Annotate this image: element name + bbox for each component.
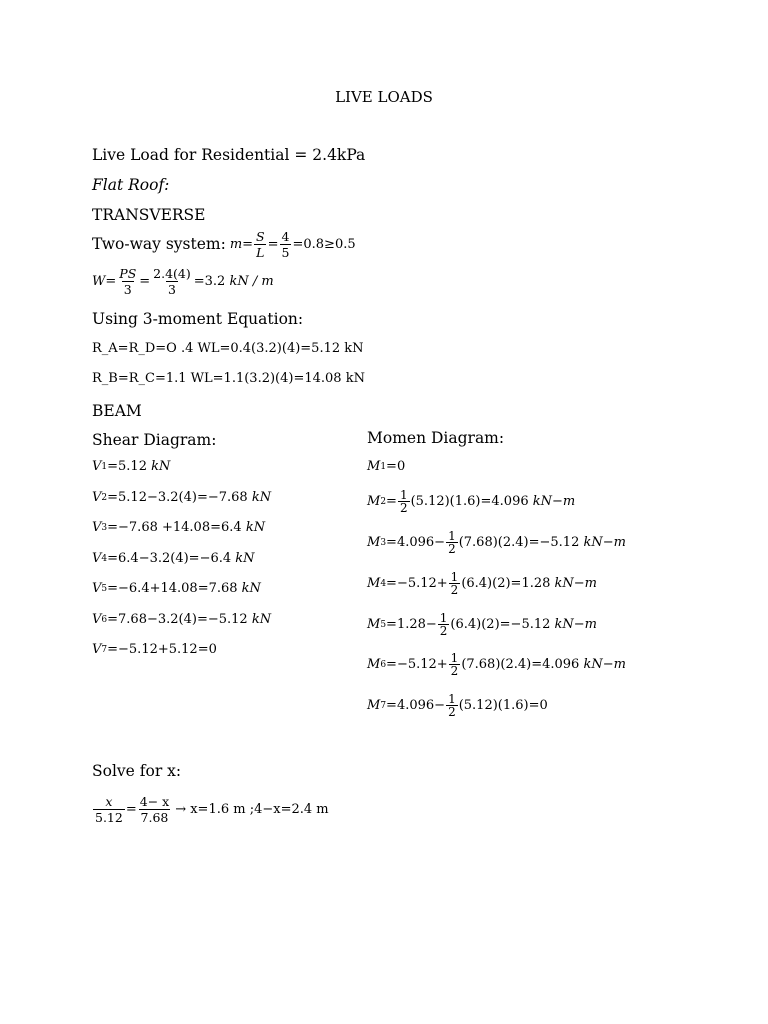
shear-row: [92, 490, 271, 505]
solve-equation: $\frac{x}{5.12}$ = $\frac{4- x}{7.68}$ → x=1.6 m ;4−x=2.4 m: [95, 793, 329, 825]
moment-prefix: =0: [386, 459, 406, 474]
shear-expression: =−6.4+14.08=7.68: [107, 581, 238, 596]
moment-index: 6: [380, 659, 387, 670]
s-over-l-fraction: [254, 229, 267, 260]
shear-symbol: V: [92, 612, 102, 627]
fraction-numerator: 1: [448, 529, 456, 543]
fraction-numerator: S: [256, 228, 265, 244]
rb-equation: [92, 371, 365, 386]
half-fraction: [398, 489, 410, 514]
fraction-numerator: 4: [281, 228, 290, 244]
fraction-numerator: x: [105, 793, 113, 809]
ps-over-3-fraction: [117, 266, 138, 297]
flat-roof-label: Flat Roof:: [92, 176, 170, 194]
ra-equation: [92, 341, 364, 356]
shear-index: 7: [101, 644, 108, 655]
moment-diagram-heading: Momen Diagram:: [367, 429, 505, 447]
shear-row: [92, 612, 271, 627]
live-load-line: Live Load for Residential = 2.4kPa: [92, 146, 366, 164]
page-title: LIVE LOADS: [335, 88, 433, 106]
moment-expression: (5.12)(1.6)=0: [458, 698, 548, 713]
fraction-denominator: 7.68: [140, 809, 169, 825]
fraction-denominator: 3: [123, 281, 132, 297]
four-minus-x-over-768-fraction: [138, 794, 171, 825]
moment-symbol: M: [367, 698, 381, 713]
moment-row: [367, 459, 405, 474]
shear-symbol: V: [92, 520, 102, 535]
fraction-numerator: 1: [450, 570, 459, 584]
moment-prefix: =1.28−: [386, 617, 437, 632]
shear-unit: kN: [245, 520, 266, 535]
fraction-denominator: L: [256, 244, 265, 260]
four-over-five-fraction: [280, 229, 292, 260]
moment-unit: kN−m: [554, 576, 598, 591]
shear-expression: =−5.12+5.12=0: [107, 642, 217, 657]
shear-unit: kN: [251, 490, 272, 505]
fraction-denominator: 2: [448, 542, 456, 556]
shear-row: [92, 551, 255, 566]
moment-symbol: M: [367, 459, 381, 474]
moment-index: 3: [380, 537, 387, 548]
shear-symbol: V: [92, 581, 102, 596]
shear-diagram-heading: Shear Diagram:: [92, 431, 217, 449]
shear-unit: kN: [241, 581, 261, 596]
shear-index: 3: [101, 522, 108, 533]
w-equation: W = $\frac{PS}{3}$ = $\frac{2.4(4)}{3}$ =3.2 kN / m: [92, 265, 274, 297]
moment-symbol: M: [367, 535, 381, 550]
moment-prefix: =4.096−: [386, 535, 446, 550]
shear-expression: =6.4−3.2(4)=−6.4: [107, 551, 232, 566]
shear-symbol: V: [92, 459, 102, 474]
rb-equation-text: R_B=R_C=1.1 WL=1.1(3.2)(4)=14.08 kN: [92, 371, 365, 386]
half-fraction: [446, 693, 458, 718]
fraction-denominator: 3: [167, 281, 176, 297]
m-result: =0.8≥0.5: [292, 236, 356, 252]
fraction-numerator: PS: [119, 265, 137, 281]
load-over-3-fraction: [151, 266, 193, 297]
moment-symbol: M: [367, 657, 381, 672]
shear-symbol: V: [92, 490, 102, 505]
fraction-numerator: 2.4(4): [153, 265, 191, 281]
three-moment-label: Using 3-moment Equation:: [92, 310, 304, 328]
moment-row: [367, 652, 626, 677]
solve-heading: Solve for x:: [92, 762, 182, 780]
shear-symbol: V: [92, 551, 102, 566]
shear-row: [92, 581, 261, 596]
fraction-numerator: 4− x: [139, 793, 170, 809]
half-fraction: [449, 652, 461, 677]
fraction-denominator: 2: [450, 583, 459, 597]
shear-unit: kN: [251, 612, 272, 627]
shear-index: 2: [101, 492, 108, 503]
half-fraction: [446, 530, 458, 555]
moment-row: [367, 612, 597, 637]
fraction-denominator: 5: [281, 244, 290, 260]
shear-row: [92, 520, 265, 535]
beam-heading: BEAM: [92, 402, 142, 420]
transverse-heading: TRANSVERSE: [92, 206, 206, 224]
shear-expression: =7.68−3.2(4)=−5.12: [107, 612, 248, 627]
shear-symbol: V: [92, 642, 102, 657]
moment-row: [367, 530, 626, 555]
moment-index: 1: [380, 461, 387, 472]
half-fraction: [449, 571, 461, 596]
shear-index: 4: [101, 553, 108, 564]
moment-symbol: M: [367, 617, 381, 632]
moment-prefix: =: [386, 494, 397, 509]
shear-index: 6: [101, 614, 108, 625]
moment-index: 4: [380, 578, 387, 589]
w-symbol: W: [92, 273, 106, 289]
shear-row: [92, 642, 217, 657]
two-way-label: Two-way system:: [92, 235, 226, 253]
shear-unit: kN: [235, 551, 255, 566]
moment-unit: kN−m: [583, 535, 626, 550]
shear-expression: =−7.68 +14.08=6.4: [107, 520, 242, 535]
half-fraction: [438, 612, 450, 637]
fraction-numerator: 1: [450, 651, 459, 665]
fraction-denominator: 2: [448, 705, 456, 719]
w-unit: kN / m: [229, 273, 274, 289]
moment-row: [367, 489, 575, 514]
moment-prefix: =4.096−: [386, 698, 446, 713]
ra-equation-text: R_A=R_D=O .4 WL=0.4(3.2)(4)=5.12 kN: [92, 341, 364, 356]
moment-index: 7: [380, 700, 387, 711]
fraction-numerator: 1: [448, 692, 456, 706]
moment-prefix: =−5.12+: [386, 576, 448, 591]
shear-expression: =5.12−3.2(4)=−7.68: [107, 490, 248, 505]
fraction-denominator: 2: [439, 624, 448, 638]
fraction-numerator: 1: [399, 488, 408, 502]
moment-expression: (5.12)(1.6)=4.096: [410, 494, 529, 509]
moment-expression: (6.4)(2)=1.28: [461, 576, 551, 591]
shear-index: 1: [101, 461, 108, 472]
shear-index: 5: [101, 583, 108, 594]
moment-unit: kN−m: [554, 617, 598, 632]
moment-prefix: =−5.12+: [386, 657, 448, 672]
two-way-equation: Two-way system: m = $\frac{S}{L}$ = $\frac{4}{5}$ =0.8≥0.5: [92, 228, 356, 260]
moment-expression: (7.68)(2.4)=4.096: [461, 657, 580, 672]
fraction-denominator: 5.12: [95, 809, 123, 825]
moment-index: 5: [380, 619, 387, 630]
moment-row: [367, 571, 597, 596]
x-over-512-fraction: [93, 794, 125, 825]
solve-result: → x=1.6 m ;4−x=2.4 m: [175, 801, 329, 817]
shear-unit: kN: [151, 459, 171, 474]
fraction-numerator: 1: [439, 611, 448, 625]
moment-row: [367, 693, 548, 718]
shear-row: [92, 459, 170, 474]
shear-expression: =5.12: [107, 459, 147, 474]
moment-expression: (7.68)(2.4)=−5.12: [458, 535, 580, 550]
w-result: =3.2: [193, 273, 226, 289]
moment-symbol: M: [367, 494, 381, 509]
moment-unit: kN−m: [532, 494, 576, 509]
moment-expression: (6.4)(2)=−5.12: [450, 617, 551, 632]
moment-symbol: M: [367, 576, 381, 591]
moment-unit: kN−m: [583, 657, 626, 672]
moment-index: 2: [380, 496, 387, 507]
m-symbol: m: [229, 236, 243, 252]
fraction-denominator: 2: [450, 664, 459, 678]
fraction-denominator: 2: [399, 501, 408, 515]
